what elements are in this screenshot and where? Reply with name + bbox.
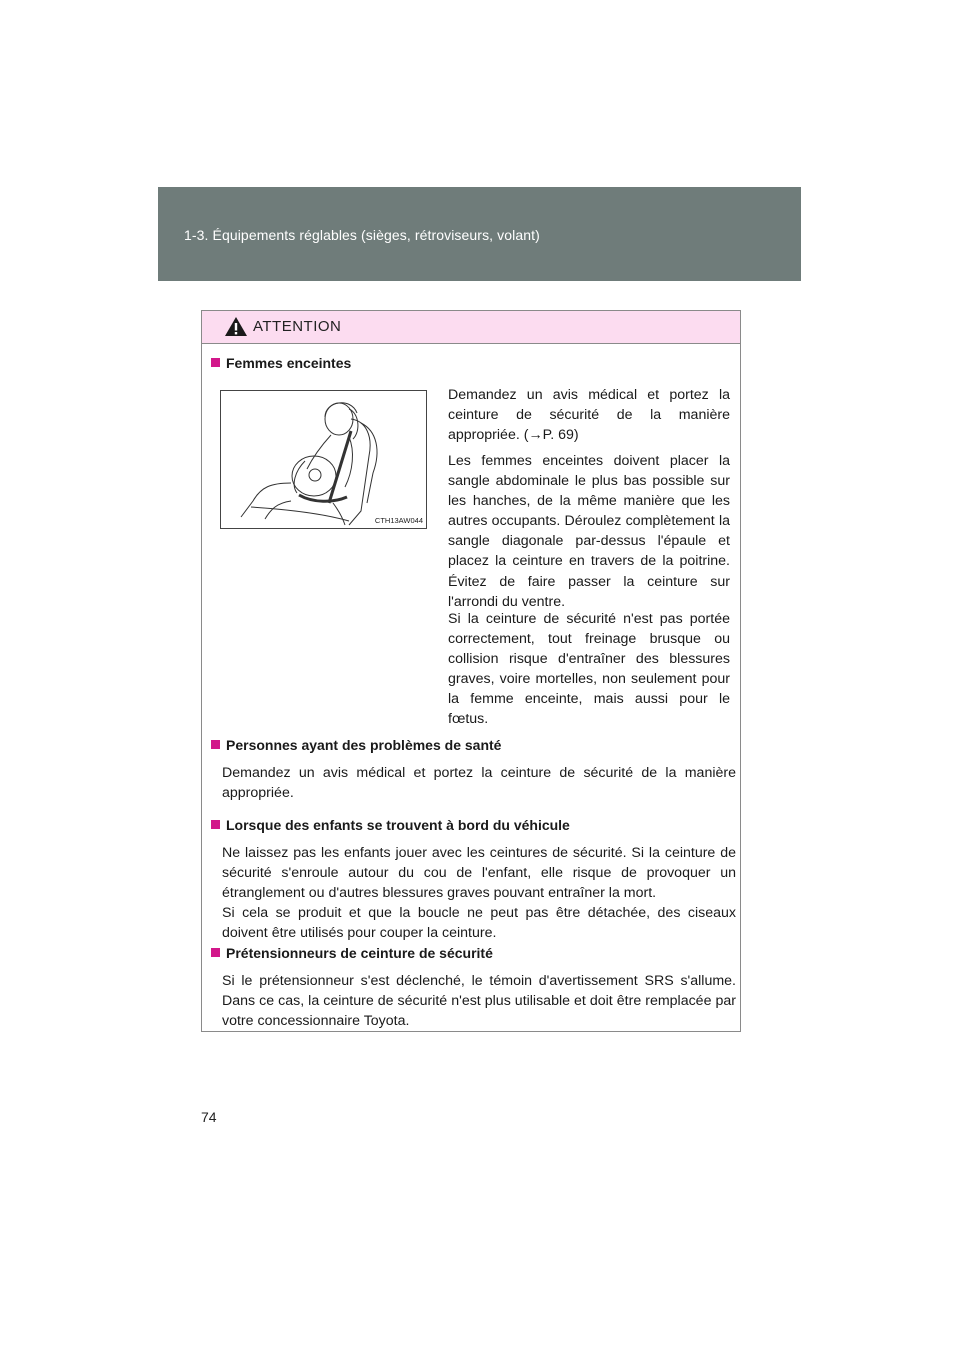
section-heading-pregnant: Femmes enceintes (211, 355, 351, 371)
section-heading-pretensioners: Prétensionneurs de ceinture de sécurité (211, 945, 493, 961)
section-header-band (158, 187, 801, 281)
paragraph: Ne laissez pas les enfants jouer avec les ceintures de sécurité. Si la ceinture de sécurité s'enroule autour du cou de l'enfant, elle risque de provoquer un étranglement ou d'autres blessures graves pouvant entraîner la mort. (222, 845, 736, 902)
square-bullet-icon (211, 948, 220, 957)
pregnant-woman-seatbelt-icon (221, 391, 426, 528)
paragraph: Demandez un avis médical et portez la ceinture de sécurité de la manière appropriée. (222, 765, 736, 802)
warning-header (202, 311, 740, 344)
paragraph: Demandez un avis médical et portez la ceinture de sécurité de la manière appropriée. (→P. 69) (448, 387, 730, 444)
warning-box (201, 310, 741, 1032)
section-title: 1-3. Équipements réglables (sièges, rétroviseurs, volant) (184, 227, 540, 243)
warning-label: ATTENTION (253, 318, 342, 335)
square-bullet-icon (211, 358, 220, 367)
section-heading-children: Lorsque des enfants se trouvent à bord du véhicule (211, 817, 570, 833)
paragraph: Les femmes enceintes doivent placer la sangle abdominale le plus bas possible sur les hanches, de la même manière que les autres occupants. Déroulez complètement la sangle diagonale par-dessus l'épaule et placez la ceinture en travers de la poitrine. Évitez de faire passer la ceinture sur l'arrondi du ventre. (448, 453, 730, 610)
warning-triangle-icon (224, 316, 248, 337)
paragraph: Si le prétensionneur s'est déclenché, le témoin d'avertissement SRS s'allume. Dans ce cas, la ceinture de sécurité n'est plus utilisable et doit être remplacée par votre concessionnaire Toyota. (222, 973, 736, 1030)
paragraph: Si cela se produit et que la boucle ne peut pas être détachée, des ciseaux doivent être utilisés pour couper la ceinture. (222, 905, 736, 942)
figure-code: CTH13AW044 (374, 516, 423, 525)
paragraph: Si la ceinture de sécurité n'est pas portée correctement, tout freinage brusque ou collision risque d'entraîner des blessures graves, voire mortelles, non seulement pour la femme enceinte, mais aussi pour le fœtus. (448, 611, 730, 728)
section-heading-health: Personnes ayant des problèmes de santé (211, 737, 501, 753)
page-number: 74 (201, 1109, 217, 1125)
square-bullet-icon (211, 740, 220, 749)
pregnant-seatbelt-illustration (220, 390, 427, 529)
square-bullet-icon (211, 820, 220, 829)
